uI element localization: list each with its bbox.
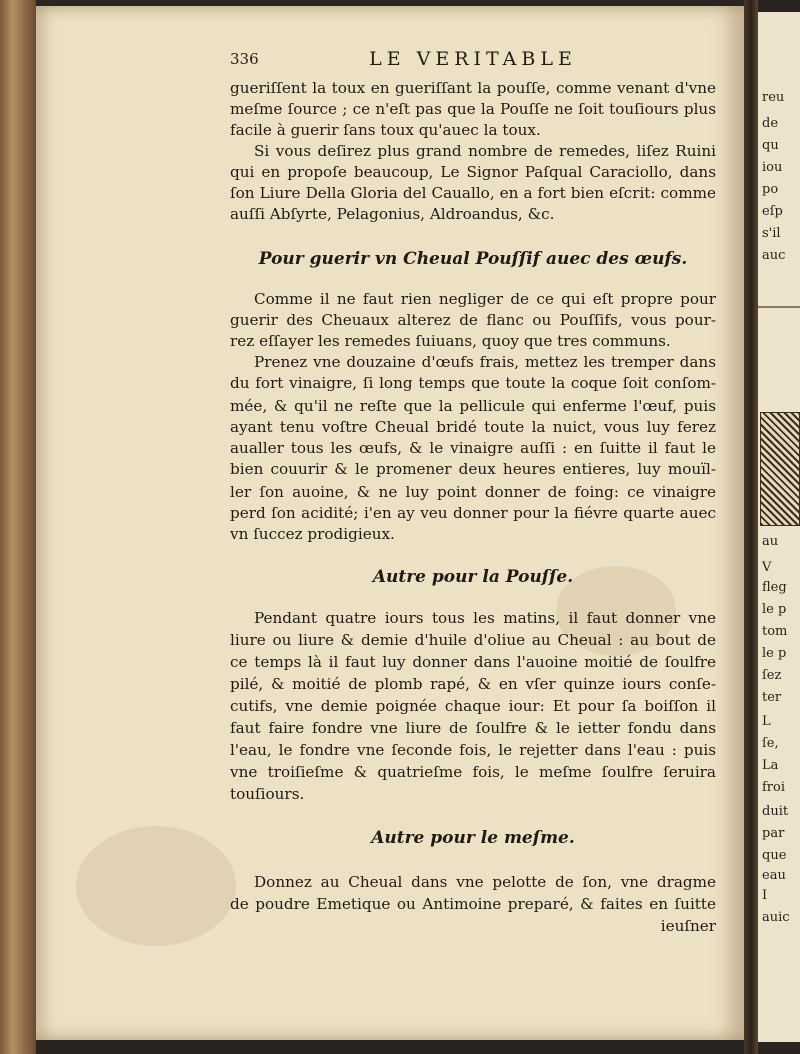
text-line: cutifs, vne demie poignée chaque iour: Et pour ſa boiſſon il xyxy=(230,697,716,715)
facing-fragment: V xyxy=(762,560,772,575)
facing-ornament-icon xyxy=(760,412,800,526)
book-binding-edge xyxy=(0,0,36,1054)
facing-fragment: le p xyxy=(762,602,787,617)
text-line: ayant tenu voſtre Cheual bridé toute la nuict, vous luy ferez xyxy=(230,418,716,436)
facing-fragment: I xyxy=(762,888,768,903)
text-line: ſon Liure Della Gloria del Cauallo, en a fort bien eſcrit: comme xyxy=(230,184,716,202)
facing-page xyxy=(758,12,800,1042)
text-line: qui en propoſe beaucoup, Le Signor Paſqual Caraciollo, dans xyxy=(230,163,716,181)
facing-fragment: au xyxy=(762,534,779,549)
facing-fragment: tom xyxy=(762,624,788,639)
text-line: vn ſuccez prodigieux. xyxy=(230,525,395,543)
text-line: bien couurir & le promener deux heures entieres, luy mouïl- xyxy=(230,460,716,478)
text-line: pilé, & moitié de plomb rapé, & en vſer quinze iours conſe- xyxy=(230,675,716,693)
facing-fragment: par xyxy=(762,826,785,841)
text-line: rez eſſayer les remedes ſuiuans, quoy que tres communs. xyxy=(230,332,671,350)
section-heading: Autre pour la Pouſſe. xyxy=(372,567,574,587)
text-line: touſiours. xyxy=(230,785,305,803)
page-number: 336 xyxy=(230,50,259,68)
facing-fragment: auic xyxy=(762,910,790,925)
text-line: meſme ſource ; ce n'eſt pas que la Pouſſe ne ſoit touſiours plus xyxy=(230,100,716,118)
facing-fragment: fleg xyxy=(762,580,787,595)
text-line: Prenez vne douzaine d'œufs frais, mettez les tremper dans xyxy=(254,353,716,371)
facing-fragment: eau xyxy=(762,868,786,883)
facing-fragment: po xyxy=(762,182,779,197)
text-line: guerir des Cheuaux alterez de flanc ou Pouſſifs, vous pour- xyxy=(230,311,716,329)
facing-fragment: reu xyxy=(762,90,785,105)
facing-fragment: s'il xyxy=(762,226,781,241)
facing-fragment: duit xyxy=(762,804,789,819)
text-line: mée, & qu'il ne reſte que la pellicule qui enferme l'œuf, puis xyxy=(230,397,716,415)
facing-fragment: froi xyxy=(762,780,786,795)
text-line: ce temps là il faut luy donner dans l'auoine moitié de ſoulfre xyxy=(230,653,716,671)
text-line: Pendant quatre iours tous les matins, il faut donner vne xyxy=(254,609,716,627)
section-heading: Autre pour le meſme. xyxy=(371,828,575,848)
facing-fragment: de xyxy=(762,116,779,131)
text-line: Comme il ne faut rien negliger de ce qui eſt propre pour xyxy=(254,290,716,308)
section-heading: Pour guerir vn Cheual Pouſſif auec des œufs. xyxy=(258,249,688,269)
facing-fragment: ſe, xyxy=(762,736,779,751)
facing-fragment: qu xyxy=(762,138,779,153)
text-line: l'eau, le fondre vne ſeconde fois, le rejetter dans l'eau : puis xyxy=(230,741,716,759)
text-line: du fort vinaigre, ſi long temps que toute la coque ſoit conſom- xyxy=(230,374,716,392)
facing-rule xyxy=(758,306,800,308)
facing-fragment: iou xyxy=(762,160,783,175)
text-line: auſſi Abſyrte, Pelagonius, Aldroandus, &c. xyxy=(230,205,555,223)
running-head: LE VERITABLE xyxy=(369,48,577,70)
facing-fragment: que xyxy=(762,848,787,863)
paper-stain xyxy=(76,826,236,946)
text-line: Si vous deſirez plus grand nombre de remedes, liſez Ruini xyxy=(254,142,716,160)
text-line: liure ou liure & demie d'huile d'oliue au Cheual : au bout de xyxy=(230,631,716,649)
page-header xyxy=(230,50,716,74)
text-line: faut faire fondre vne liure de ſoulfre & le ietter fondu dans xyxy=(230,719,716,737)
facing-fragment: eſp xyxy=(762,204,783,219)
text-line: de poudre Emetique ou Antimoine preparé, & faites en ſuitte xyxy=(230,895,716,913)
text-line: facile à guerir ſans toux qu'auec la toux. xyxy=(230,121,541,139)
text-line: vne troiſieſme & quatrieſme fois, le meſme ſoulfre ſeruira xyxy=(230,763,716,781)
book-gutter xyxy=(744,0,758,1054)
facing-fragment: L xyxy=(762,714,771,729)
text-line: ler ſon auoine, & ne luy point donner de foing: ce vinaigre xyxy=(230,483,716,501)
facing-fragment: ſez xyxy=(762,668,782,683)
facing-fragment: le p xyxy=(762,646,787,661)
text-line: aualler tous les œufs, & le vinaigre auſſi : en ſuitte il faut le xyxy=(230,439,716,457)
facing-fragment: ter xyxy=(762,690,782,705)
text-line: Donnez au Cheual dans vne pelotte de ſon, vne dragme xyxy=(254,873,716,891)
catchword: ieuſner xyxy=(660,917,716,935)
text-line: perd ſon acidité; i'en ay veu donner pour la fiévre quarte auec xyxy=(230,504,716,522)
facing-fragment: La xyxy=(762,758,779,773)
facing-fragment: auc xyxy=(762,248,786,263)
text-line: gueriſſent la toux en gueriſſant la pouſſe, comme venant d'vne xyxy=(230,79,716,97)
